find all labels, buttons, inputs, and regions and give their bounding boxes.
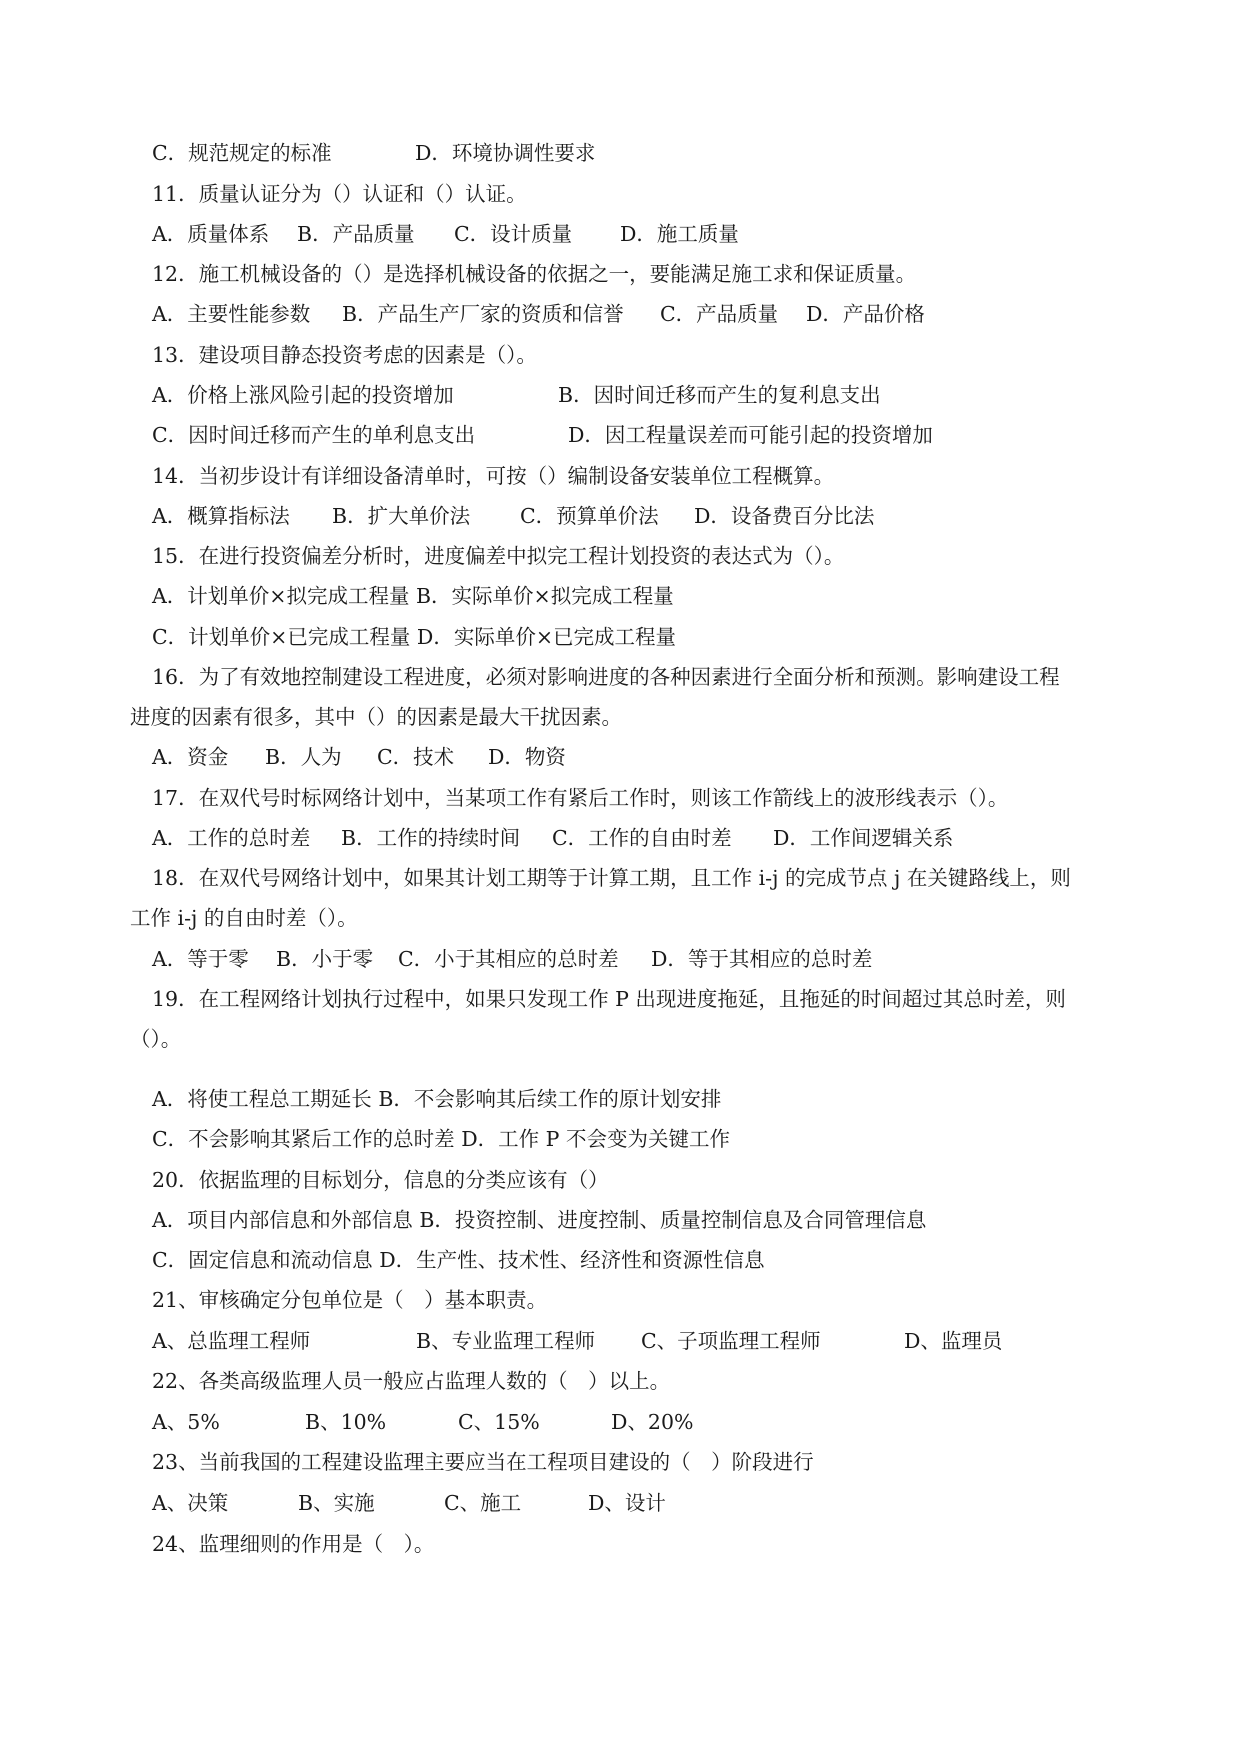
option-c: C．技术 [377, 745, 455, 769]
question-19: 19．在工程网络计划执行过程中，如果只发现工作 P 出现进度拖延，且拖延的时间超过其总时差，则 [152, 987, 1066, 1011]
question-24: 24、监理细则的作用是（ ）。 [152, 1532, 435, 1556]
option-b: B．扩大单价法 [332, 504, 471, 528]
question-19-continued: （）。 [130, 1027, 182, 1051]
option-c: C、子项监理工程师 [641, 1329, 821, 1353]
option-a: A．价格上涨风险引起的投资增加 [152, 383, 454, 407]
option-c: C．设计质量 [454, 222, 573, 246]
options-ab: A．将使工程总工期延长 B．不会影响其后续工作的原计划安排 [152, 1087, 722, 1111]
option-c: C、15% [458, 1410, 540, 1434]
option-d: D．施工质量 [620, 222, 739, 246]
option-b: B．人为 [265, 745, 342, 769]
question-13: 13．建设项目静态投资考虑的因素是（）。 [152, 343, 537, 367]
option-d: D．等于其相应的总时差 [651, 947, 873, 971]
question-21: 21、审核确定分包单位是（ ）基本职责。 [152, 1288, 548, 1312]
question-18: 18．在双代号网络计划中，如果其计划工期等于计算工期，且工作 i-j 的完成节点 j 在关键路线上，则 [152, 866, 1071, 890]
options-cd: C．固定信息和流动信息 D．生产性、技术性、经济性和资源性信息 [152, 1248, 765, 1272]
option-c: C．预算单价法 [520, 504, 659, 528]
option-a: A、决策 [152, 1491, 229, 1515]
option-b: B．产品质量 [297, 222, 415, 246]
option-b: B．小于零 [276, 947, 374, 971]
question-23: 23、当前我国的工程建设监理主要应当在工程项目建设的（ ）阶段进行 [152, 1450, 814, 1474]
option-d: D．设备费百分比法 [694, 504, 875, 528]
option-a: A．概算指标法 [152, 504, 290, 528]
option-a: A．工作的总时差 [152, 826, 311, 850]
option-b: B、实施 [298, 1491, 375, 1515]
option-d: D、20% [611, 1410, 694, 1434]
option-d: D．因工程量误差而可能引起的投资增加 [568, 423, 933, 447]
question-12: 12．施工机械设备的（）是选择机械设备的依据之一，要能满足施工求和保证质量。 [152, 262, 917, 286]
option-a: A．质量体系 [152, 222, 270, 246]
question-15: 15．在进行投资偏差分析时，进度偏差中拟完工程计划投资的表达式为（）。 [152, 544, 845, 568]
option-b: B．产品生产厂家的资质和信誉 [342, 302, 624, 326]
option-c: C．规范规定的标准 [152, 141, 332, 165]
option-c: C．小于其相应的总时差 [398, 947, 619, 971]
option-d: D．工作间逻辑关系 [773, 826, 954, 850]
option-d: D、监理员 [904, 1329, 1003, 1353]
question-20: 20．依据监理的目标划分，信息的分类应该有（） [152, 1168, 609, 1192]
option-b: B．工作的持续时间 [341, 826, 521, 850]
option-d: D．环境协调性要求 [415, 141, 596, 165]
options-cd: C．不会影响其紧后工作的总时差 D．工作 P 不会变为关键工作 [152, 1127, 730, 1151]
question-11: 11．质量认证分为（）认证和（）认证。 [152, 182, 527, 206]
option-a: A、总监理工程师 [152, 1329, 311, 1353]
options-ab: A．项目内部信息和外部信息 B．投资控制、进度控制、质量控制信息及合同管理信息 [152, 1208, 927, 1232]
question-16: 16．为了有效地控制建设工程进度，必须对影响进度的各种因素进行全面分析和预测。影响建设工程 [152, 665, 1060, 689]
option-c: C．产品质量 [660, 302, 779, 326]
question-14: 14．当初步设计有详细设备清单时，可按（）编制设备安装单位工程概算。 [152, 464, 835, 488]
option-c: C、施工 [444, 1491, 522, 1515]
option-a: A、5% [152, 1410, 220, 1434]
option-a: A．等于零 [152, 947, 249, 971]
option-b: B、专业监理工程师 [416, 1329, 596, 1353]
option-a: A．主要性能参数 [152, 302, 311, 326]
option-b: B．因时间迁移而产生的复利息支出 [558, 383, 881, 407]
option-d: D、设计 [588, 1491, 666, 1515]
options-cd: C．计划单价×已完成工程量 D．实际单价×已完成工程量 [152, 625, 676, 649]
option-d: D．产品价格 [806, 302, 925, 326]
question-17: 17．在双代号时标网络计划中，当某项工作有紧后工作时，则该工作箭线上的波形线表示（）。 [152, 786, 1009, 810]
question-16-continued: 进度的因素有很多，其中（）的因素是最大干扰因素。 [130, 705, 622, 729]
option-d: D．物资 [488, 745, 566, 769]
option-c: C．工作的自由时差 [552, 826, 732, 850]
question-22: 22、各类高级监理人员一般应占监理人数的（ ）以上。 [152, 1369, 671, 1393]
question-18-continued: 工作 i-j 的自由时差（）。 [130, 906, 358, 930]
option-a: A．资金 [152, 745, 229, 769]
options-ab: A．计划单价×拟完成工程量 B．实际单价×拟完成工程量 [152, 584, 674, 608]
option-c: C．因时间迁移而产生的单利息支出 [152, 423, 476, 447]
option-b: B、10% [305, 1410, 387, 1434]
